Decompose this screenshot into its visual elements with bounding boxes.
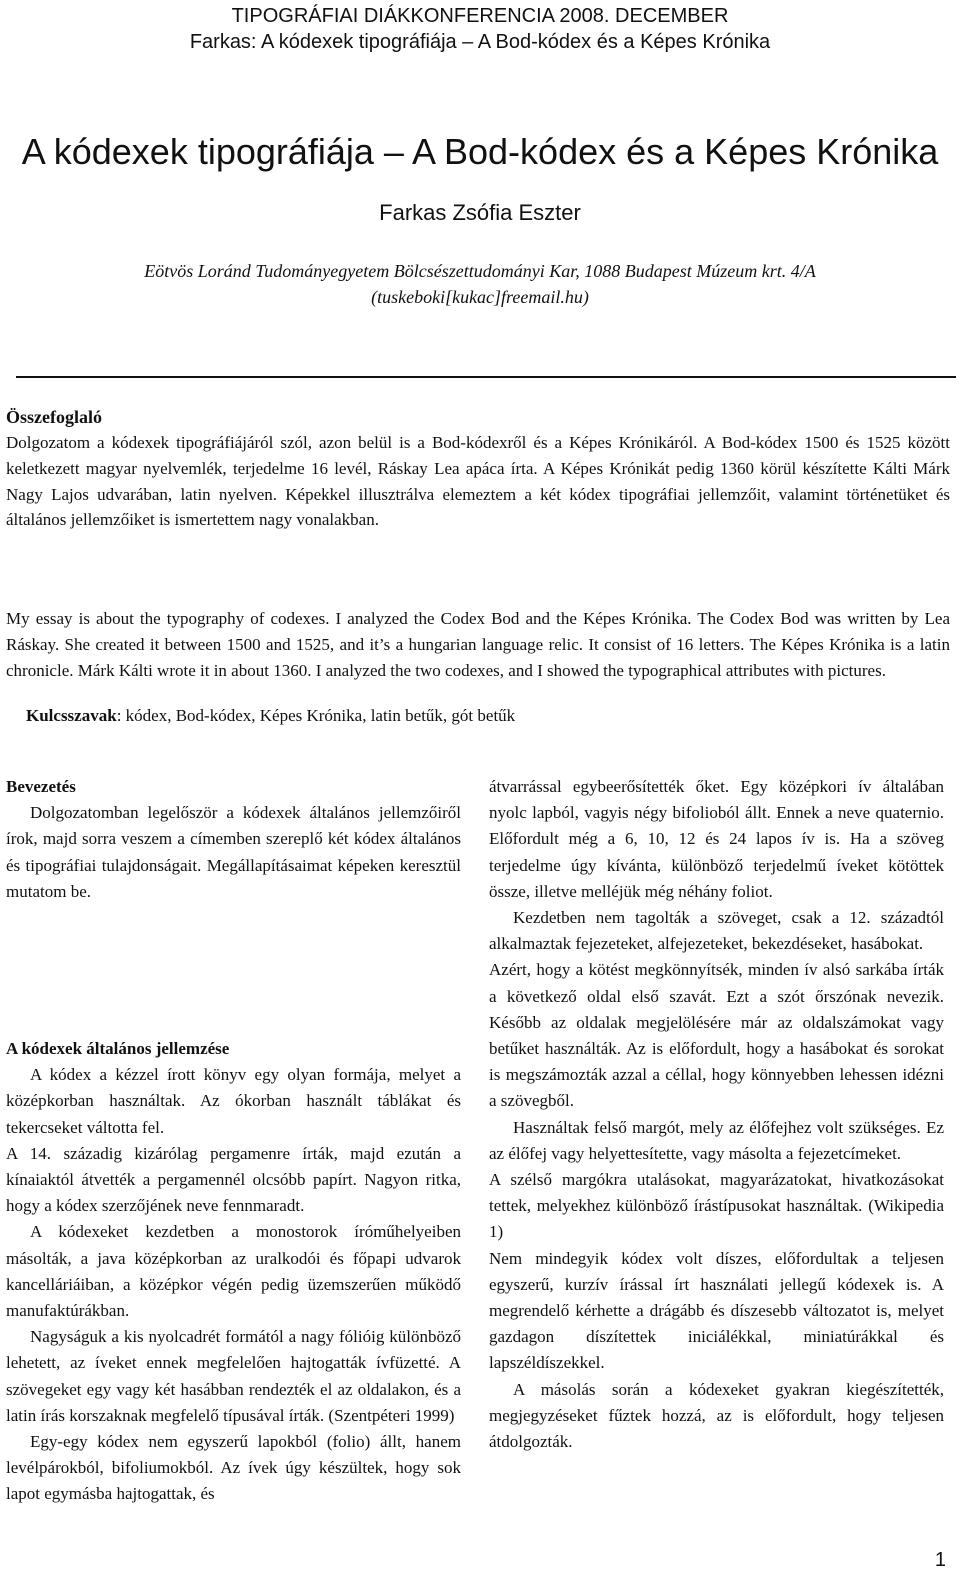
right-paragraph-7: A másolás során a kódexeket gyakran kiegészítették, megjegyzéseket fűztek hozzá, az is előfordult, hogy teljesen átdolgozták. [489,1379,944,1452]
abstract-english: My essay is about the typography of codexes. I analyzed the Codex Bod and the Képes Krónika. The Codex Bod was written by Lea Ráskay. She created it between 1500 and 1525, and it’s a hungarian language relic. It consist of 16 letters. The Képes Krónika is a latin chronicle. Márk Kálti wrote it in about 1360. I analyzed the two codexes, and I showed the typographical attributes with pictures. [6,609,950,680]
intro-heading: Bevezetés [6,777,76,796]
running-header-conference: TIPOGRÁFIAI DIÁKKONFERENCIA 2008. DECEMBER [231,5,729,27]
right-column [489,774,944,1455]
abstract-hungarian: Dolgozatom a kódexek tipográfiájáról szól, azon belül is a Bod-kódexről és a Képes Krónikáról. A Bod-kódex 1500 és 1525 között keletkezett magyar nyelvemlék, terjedelme 16 levél, Ráskay Lea apáca írta. A Képes Krónikát pedig 1360 körül készítette Kálti Márk Nagy Lajos udvarában, latin nyelven. Képekkel illusztrálva elemeztem a két kódex tipográfiai jellemzőit, valamint történetüket és általános jellemzőiket is ismertettem nagy vonalakban. [6,433,950,530]
right-paragraph-6: Nem mindegyik kódex volt díszes, előfordultak a teljesen egyszerű, kurzív írással írt használati jellegű kódexek is. A megrendelő kérhette a drágább és díszesebb változatot is, melyet gazdagon díszítettek iniciálékkal, miniatúrákkal és lapszéldíszekkel. [489,1248,944,1373]
general-heading: A kódexek általános jellemzése [6,1039,230,1059]
abstract-heading: Összefoglaló [6,407,102,427]
left-paragraph-5: Egy-egy kódex nem egyszerű lapokból (folio) állt, hanem levélpárokból, bifoliumokból. Az ívek úgy készültek, hogy sok lapot egymásba hajtogattak, és [6,1432,461,1504]
left-column [6,774,461,1508]
keywords-list: : kódex, Bod-kódex, Képes Krónika, latin betűk, gót betűk [116,706,516,725]
page-number: 1 [934,1549,946,1571]
running-header-title: Farkas: A kódexek tipográfiája – A Bod-kódex és a Képes Krónika [189,31,771,53]
left-paragraph-4: Nagyságuk a kis nyolcadrét formától a nagy fólióig különböző lehetett, az íveket ennek megfelelően hajtogatták ívfüzetté. A szövegeket egy vagy két hasábban rendezték el az oldalakon, és a latin írás korszaknak megfelelő típusával írták. (Szentpéteri 1999) [6,1327,461,1425]
section-spacer [6,905,461,1036]
author-name: Farkas Zsófia Eszter [379,200,581,225]
intro-paragraph: Dolgozatomban legelőször a kódexek általános jellemzőiről írok, majd sorra veszem a címemben szereplő két kódex általános és tipográfiai tulajdonságait. Megállapításaimat képeken keresztül mutatom be. [6,803,461,901]
right-paragraph-2: Kezdetben nem tagolták a szöveget, csak a 12. századtól alkalmaztak fejezeteket, alfejezeteket, bekezdéseket, hasábokat. [489,908,944,954]
right-paragraph-3: Azért, hogy a kötést megkönnyítsék, minden ív alsó sarkába írták a következő oldal első szavát. Ezt a szót őrszónak nevezik. Később az oldalak megjelölésére már az oldalszámokat vagy betűket használták. Az is előfordult, hogy a hasábokat és sorokat is megszámozták azzal a céllal, hogy könnyebben lehessen idézni a szövegből. [489,960,944,1111]
left-paragraph-2: A 14. századig kizárólag pergamenre írták, majd ezután a kínaiaktól átvették a pergamennél olcsóbb papírt. Nagyon ritka, hogy a kódex szerzőjének neve fennmaradt. [6,1143,461,1216]
paper-title: A kódexek tipográfiája – A Bod-kódex és a Képes Krónika [21,131,939,172]
right-paragraph-5: A szélső margókra utalásokat, magyarázatokat, hivatkozásokat tettek, melyekhez különböző írástípusokat használtak. (Wikipedia 1) [489,1170,944,1242]
keywords-line [26,703,515,728]
left-paragraph-3: A kódexeket kezdetben a monostorok íróműhelyeiben másolták, a java középkorban az uralkodói és főpapi udvarok kancelláriáiban, a középkor végén pedig üzemszerűen működő manufaktúrákban. [6,1222,461,1321]
left-paragraph-1: A kódex a kézzel írott könyv egy olyan formája, melyet a középkorban használtak. Az ókorban használt táblákat és tekercseket váltotta fel. [6,1065,461,1137]
author-affiliation: Eötvös Loránd Tudományegyetem Bölcsészettudományi Kar, 1088 Budapest Múzeum krt. 4/A (tuskeboki[kukac]freemail.hu) [144,261,816,307]
right-paragraph-4: Használtak felső margót, mely az élőfejhez volt szükséges. Ez az élőfej vagy helyettesítette, vagy másolta a fejezetcímeket. [489,1117,944,1163]
horizontal-rule [16,376,956,378]
right-paragraph-1: átvarrással egybeerősítették őket. Egy középkori ív általában nyolc lapból, vagyis négy bifolioból állt. Ennek a neve quaternio. Előfordult még a 6, 10, 12 és 24 lapos ív is. Ha a szöveg terjedelme úgy kívánta, különböző terjedelmű íveket kötöttek össze, illetve melléjük még néhány foliot. [489,777,944,901]
keywords-label: Kulcsszavak [26,706,117,725]
